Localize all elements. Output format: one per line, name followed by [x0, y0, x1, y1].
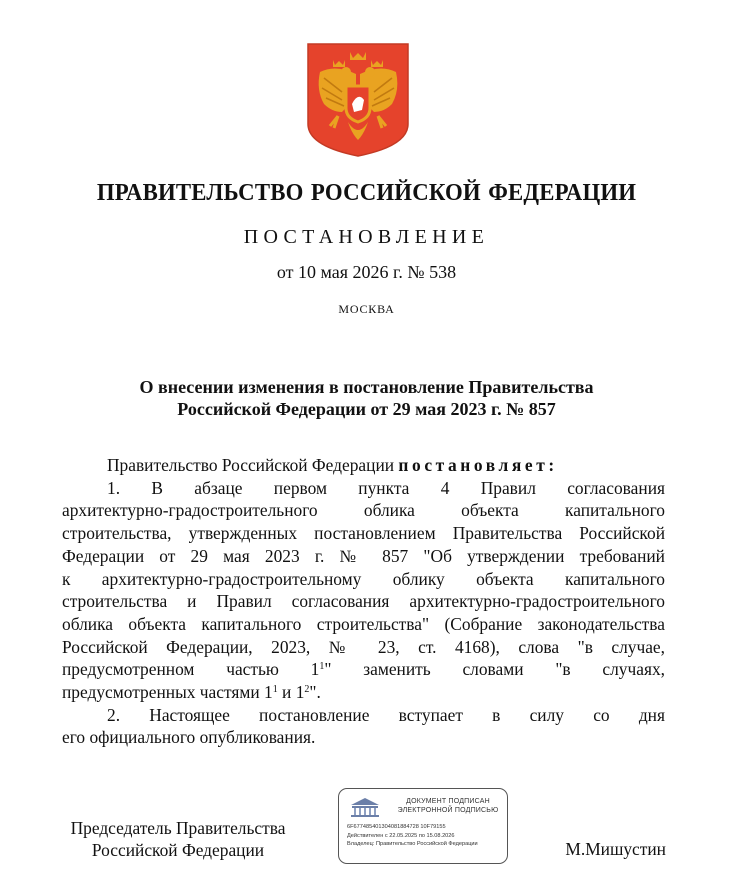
paragraph-1-line: Российской Федерации, 2023, № 23, ст. 4168), слова "в случае,	[62, 636, 665, 657]
document-body	[62, 454, 665, 749]
paragraph-1-line: Федерации от 29 мая 2023 г. № 857 "Об утверждении требований	[62, 545, 665, 566]
signatory-name: М.Мишустин	[565, 839, 666, 859]
paragraph-1-line: предусмотренном частью $1^1$" заменить словами "в случаях,	[62, 659, 666, 680]
document-date-number: от 10 мая 2026 г. № 538	[276, 262, 457, 282]
russian-coat-of-arms-icon	[306, 42, 410, 158]
paragraph-1-line: облика объекта капитального строительства" (Собрание законодательства	[62, 613, 665, 634]
paragraph-1-line: строительства и Правил согласования архитектурно-градостроительного	[62, 591, 665, 612]
paragraph-2-line: 2. Настоящее постановление вступает в силу со дня	[107, 704, 665, 725]
paragraph-1-line: строительства, утвержденных постановлением Правительства Российской	[62, 523, 665, 544]
document-type: ПОСТАНОВЛЕНИЕ	[243, 226, 490, 248]
paragraph-1-line: к архитектурно-градостроительному облику объекта капитального	[62, 568, 665, 589]
paragraph-2-line: его официального опубликования.	[62, 727, 316, 748]
electronic-signature-stamp	[338, 788, 508, 864]
stamp-certificate: 6F677485401304081884728 10F79155	[347, 824, 446, 830]
preamble: Правительство Российской Федерации постановляет:	[107, 455, 558, 475]
stamp-owner: Владелец: Правительство Российской Федерации	[347, 841, 478, 847]
stamp-header: ДОКУМЕНТ ПОДПИСАН ЭЛЕКТРОННОЙ ПОДПИСЬЮ	[397, 798, 499, 814]
paragraph-1-line: предусмотренных частями $1^1$ и $1^2$".	[62, 682, 321, 703]
signatory-position: Председатель Правительства Российской Федерации	[70, 818, 286, 860]
document-city: МОСКВА	[338, 302, 395, 316]
government-heading: ПРАВИТЕЛЬСТВО РОССИЙСКОЙ ФЕДЕРАЦИИ	[96, 179, 637, 206]
paragraph-1-line: архитектурно-градостроительного облика объекта капитального	[62, 500, 665, 521]
document-title: О внесении изменения в постановление Правительства Российской Федерации от 29 мая 2023 г. № 857	[139, 377, 594, 419]
paragraph-1-line: 1. В абзаце первом пункта 4 Правил согласования	[107, 477, 665, 498]
government-building-icon	[347, 795, 383, 819]
stamp-validity: Действителен с 22.05.2025 по 15.08.2026	[347, 833, 455, 839]
